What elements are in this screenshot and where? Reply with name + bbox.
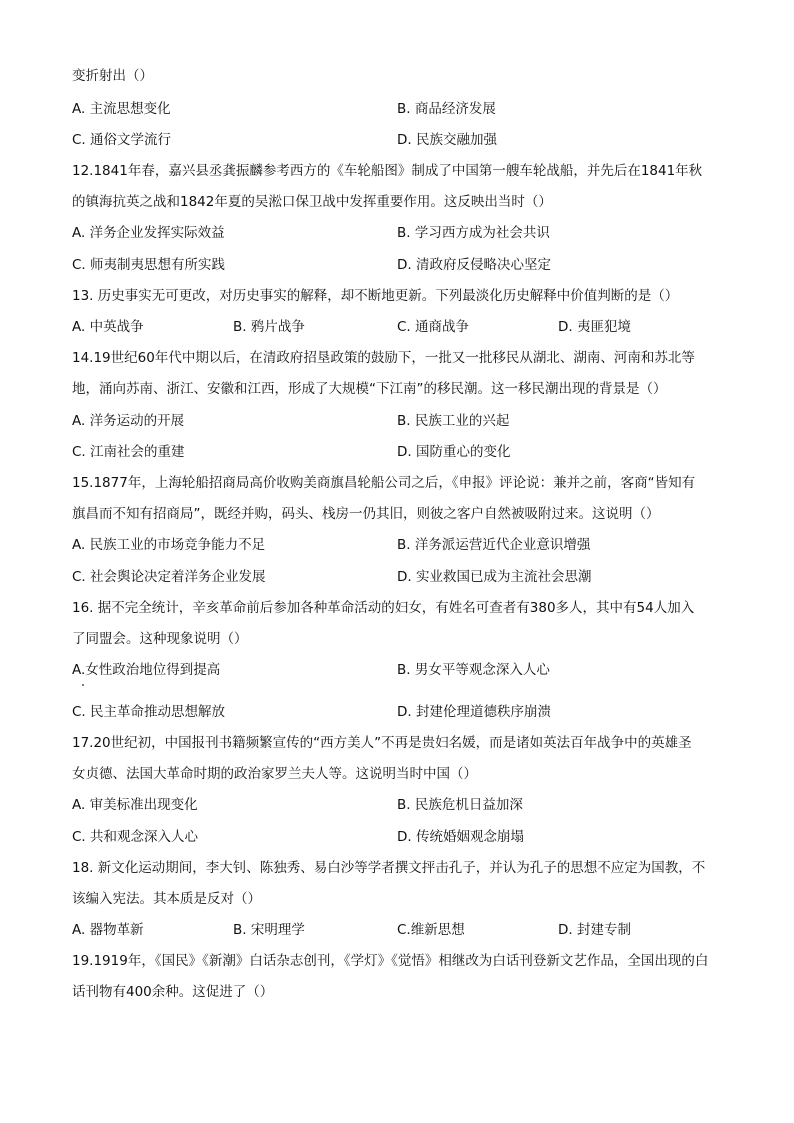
q11-option-b[interactable]: B. 商品经济发展 xyxy=(397,101,496,117)
question-12-stem-line-1: 12.1841年春，嘉兴县丞龚振麟参考西方的《车轮船图》制成了中国第一艘车轮战船，并先后在1841年秋 xyxy=(72,163,703,179)
question-17-stem-line-1: 17.20世纪初，中国报刊书籍频繁宣传的“西方美人”不再是贵妇名媛，而是诸如英法百年战争中的英雄圣 xyxy=(72,735,692,751)
q15-option-a[interactable]: A. 民族工业的市场竞争能力不足 xyxy=(72,537,266,553)
question-12-stem-line-2: 的镇海抗英之战和1842年夏的吴淞口保卫战中发挥重要作用。这反映出当时（） xyxy=(72,194,552,210)
question-19-stem-line-2: 话刊物有400余种。这促进了（） xyxy=(72,984,274,1000)
q14-option-b[interactable]: B. 民族工业的兴起 xyxy=(397,413,510,429)
q15-option-d[interactable]: D. 实业救国已成为主流社会思潮 xyxy=(397,569,592,585)
q14-option-c[interactable]: C. 江南社会的重建 xyxy=(72,444,185,460)
question-14-stem-line-1: 14.19世纪60年代中期以后，在清政府招垦政策的鼓励下，一批又一批移民从湖北、湖南、河南和苏北等 xyxy=(72,350,695,366)
q12-option-c[interactable]: C. 师夷制夷思想有所实践 xyxy=(72,257,226,273)
q13-option-b[interactable]: B. 鸦片战争 xyxy=(233,319,305,335)
question-18-stem-line-2: 该编入宪法。其本质是反对（） xyxy=(72,891,261,907)
q16-option-b[interactable]: B. 男女平等观念深入人心 xyxy=(397,662,550,678)
q18-option-b[interactable]: B. 宋明理学 xyxy=(233,922,305,938)
q11-option-a[interactable]: A. 主流思想变化 xyxy=(72,101,171,117)
q11-option-d[interactable]: D. 民族交融加强 xyxy=(397,132,497,148)
q11-option-c[interactable]: C. 通俗文学流行 xyxy=(72,132,172,148)
question-13-stem: 13. 历史事实无可更改，对历史事实的解释，却不断地更新。下列最淡化历史解释中价值判断的是（） xyxy=(72,288,679,304)
q15-option-c[interactable]: C. 社会舆论决定着洋务企业发展 xyxy=(72,569,266,585)
q16-option-a[interactable]: A.女性政治地位得到提高 xyxy=(72,662,221,678)
question-17-stem-line-2: 女贞德、法国大革命时期的政治家罗兰夫人等。这说明当时中国（） xyxy=(72,766,477,782)
q14-option-a[interactable]: A. 洋务运动的开展 xyxy=(72,413,185,429)
question-11-stem-tail: 变折射出（） xyxy=(72,68,153,84)
q17-option-a[interactable]: A. 审美标准出现变化 xyxy=(72,797,198,813)
q18-option-c[interactable]: C.维新思想 xyxy=(397,922,465,938)
q17-option-b[interactable]: B. 民族危机日益加深 xyxy=(397,797,523,813)
q14-option-d[interactable]: D. 国防重心的变化 xyxy=(397,444,511,460)
q12-option-b[interactable]: B. 学习西方成为社会共识 xyxy=(397,225,550,241)
question-19-stem-line-1: 19.1919年，《国民》《新潮》白话杂志创刊，《学灯》《觉悟》相继改为白话刊登新文艺作品，全国出现的白 xyxy=(72,953,709,969)
q13-option-d[interactable]: D. 夷匪犯境 xyxy=(558,319,631,335)
stray-mark xyxy=(82,684,84,686)
question-14-stem-line-2: 地，涌向苏南、浙江、安徽和江西，形成了大规模“下江南”的移民潮。这一移民潮出现的背景是（） xyxy=(72,381,667,397)
q18-option-a[interactable]: A. 器物革新 xyxy=(72,922,144,938)
q18-option-d[interactable]: D. 封建专制 xyxy=(558,922,631,938)
question-16-stem-line-1: 16. 据不完全统计，辛亥革命前后参加各种革命活动的妇女，有姓名可查者有380多人，其中有54人加入 xyxy=(72,600,695,616)
question-15-stem-line-1: 15.1877年，上海轮船招商局高价收购美商旗昌轮船公司之后，《申报》评论说：兼并之前，客商“皆知有 xyxy=(72,475,696,491)
q17-option-d[interactable]: D. 传统婚姻观念崩塌 xyxy=(397,829,524,845)
question-15-stem-line-2: 旗昌而不知有招商局”，既经并购，码头、栈房一仍其旧，则彼之客户自然被吸附过来。这说明（） xyxy=(72,506,660,522)
q15-option-b[interactable]: B. 洋务派运营近代企业意识增强 xyxy=(397,537,591,553)
q13-option-c[interactable]: C. 通商战争 xyxy=(397,319,470,335)
q16-option-c[interactable]: C. 民主革命推动思想解放 xyxy=(72,704,226,720)
question-16-stem-line-2: 了同盟会。这种现象说明（） xyxy=(72,631,248,647)
q16-option-d[interactable]: D. 封建伦理道德秩序崩溃 xyxy=(397,704,551,720)
question-18-stem-line-1: 18. 新文化运动期间，李大钊、陈独秀、易白沙等学者撰文抨击孔子，并认为孔子的思想不应定为国教，不 xyxy=(72,860,706,876)
q12-option-a[interactable]: A. 洋务企业发挥实际效益 xyxy=(72,225,225,241)
q12-option-d[interactable]: D. 清政府反侵略决心坚定 xyxy=(397,257,551,273)
q17-option-c[interactable]: C. 共和观念深入人心 xyxy=(72,829,199,845)
q13-option-a[interactable]: A. 中英战争 xyxy=(72,319,144,335)
